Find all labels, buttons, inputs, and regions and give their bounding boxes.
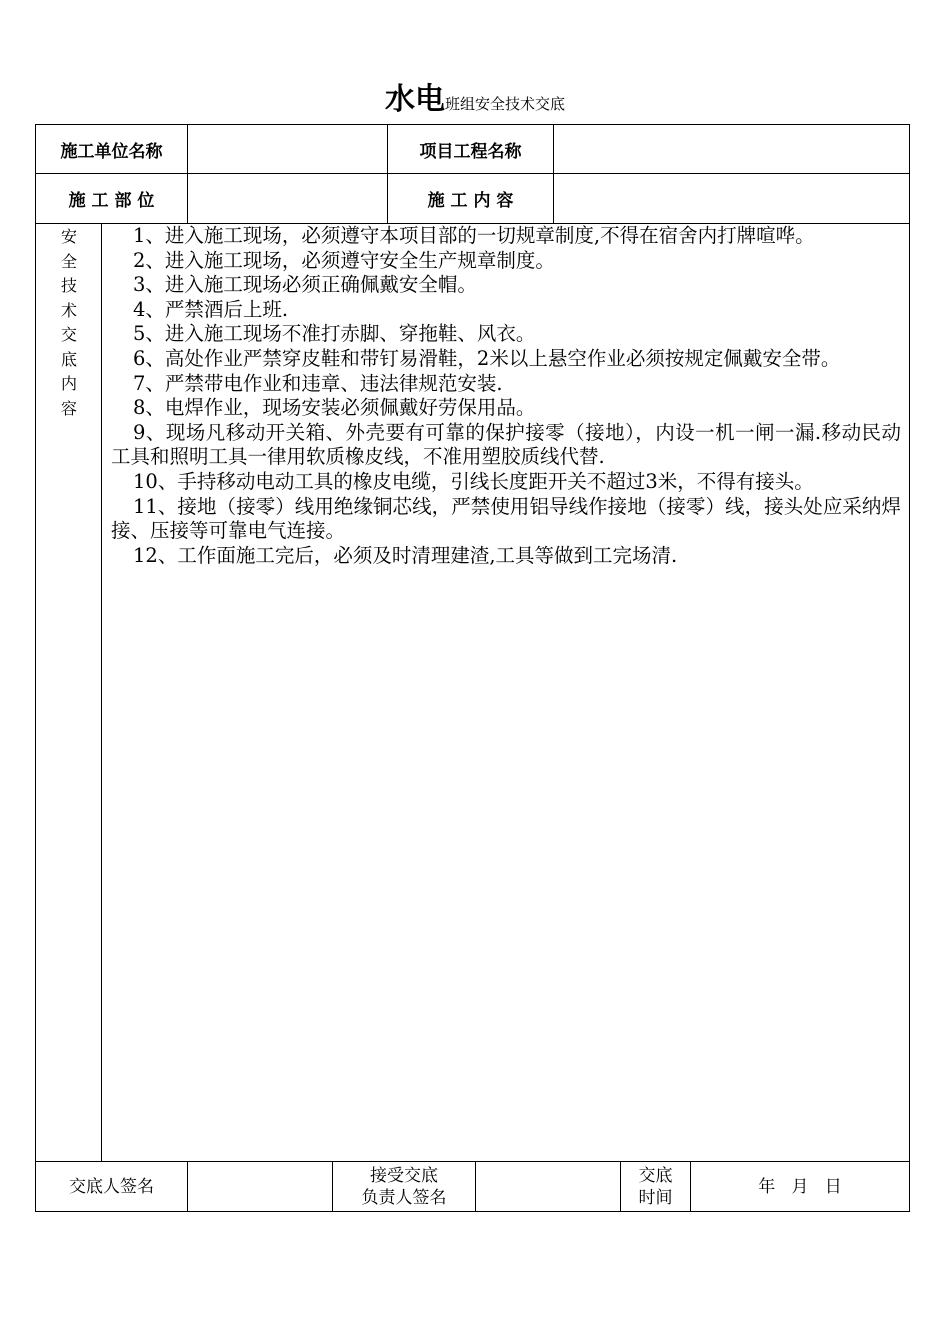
- safety-item: 11、接地（接零）线用绝缘铜芯线，严禁使用铝导线作接地（接零）线，接头处应采纳焊接、压接等可靠电气连接。: [111, 494, 901, 543]
- unit-name-field[interactable]: [188, 125, 387, 173]
- project-name-label: 项目工程名称: [419, 141, 522, 162]
- document-title: [0, 80, 950, 124]
- work-content-label: 施 工 内 容: [427, 191, 514, 211]
- section-label-char: 全: [60, 251, 77, 271]
- time-label-line2: 时间: [638, 1187, 673, 1208]
- safety-item: 3、进入施工现场必须正确佩戴安全帽。: [133, 273, 477, 297]
- time-label-line1: 交底: [638, 1165, 673, 1186]
- location-label: 施 工 部 位: [68, 191, 155, 211]
- section-label-vertical: [36, 225, 102, 421]
- section-label-char: 容: [60, 398, 77, 418]
- work-content-field[interactable]: [554, 174, 909, 223]
- receiver-signature-label: [333, 1162, 475, 1211]
- safety-item: 8、电焊作业，现场安装必须佩戴好劳保用品。: [133, 396, 536, 420]
- project-name-field[interactable]: [554, 125, 909, 173]
- safety-items-list: [111, 224, 901, 568]
- location-field[interactable]: [188, 174, 387, 223]
- receiver-label-line2: 负责人签名: [361, 1187, 447, 1208]
- unit-name-label: 施工单位名称: [60, 141, 163, 162]
- safety-item: 10、手持移动电动工具的橡皮电缆，引线长度距开关不超过3米，不得有接头。: [133, 469, 814, 493]
- safety-item: 12、工作面施工完后，必须及时清理建渣,工具等做到工完场清.: [133, 543, 678, 567]
- disclosure-time-label: [621, 1162, 690, 1211]
- receiver-signature-field[interactable]: [476, 1162, 620, 1211]
- safety-item: 9、现场凡移动开关箱、外壳要有可靠的保护接零（接地），内设一机一闸一漏.移动民动工具和照明工具一律用软质橡皮线，不准用塑胶质线代替.: [111, 420, 901, 469]
- section-label-char: 技: [60, 276, 77, 295]
- section-label-char: 术: [60, 300, 77, 320]
- title-sub: 班组安全技术交底: [444, 95, 565, 113]
- safety-item: 2、进入施工现场，必须遵守安全生产规章制度。: [133, 248, 555, 272]
- disclosure-table: [35, 124, 910, 1212]
- section-label-char: 底: [60, 349, 77, 369]
- title-main: 水电: [384, 82, 445, 117]
- safety-item: 5、进入施工现场不准打赤脚、穿拖鞋、风衣。: [133, 322, 536, 346]
- section-label-char: 内: [60, 374, 77, 393]
- receiver-label-line1: 接受交底: [370, 1165, 438, 1186]
- safety-item: 6、高处作业严禁穿皮鞋和带钉易滑鞋，2米以上悬空作业必须按规定佩戴安全带。: [133, 346, 841, 370]
- safety-item: 4、严禁酒后上班.: [133, 297, 289, 321]
- disclosure-date-field[interactable]: 年 月 日: [758, 1176, 842, 1197]
- section-label-char: 交: [60, 325, 77, 344]
- discloser-signature-label: 交底人签名: [69, 1176, 154, 1197]
- section-label-char: 安: [60, 227, 77, 246]
- safety-item: 7、严禁带电作业和违章、违法律规范安装.: [133, 371, 503, 395]
- discloser-signature-field[interactable]: [188, 1162, 332, 1211]
- safety-item: 1、进入施工现场，必须遵守本项目部的一切规章制度,不得在宿舍内打牌喧哗。: [133, 224, 815, 247]
